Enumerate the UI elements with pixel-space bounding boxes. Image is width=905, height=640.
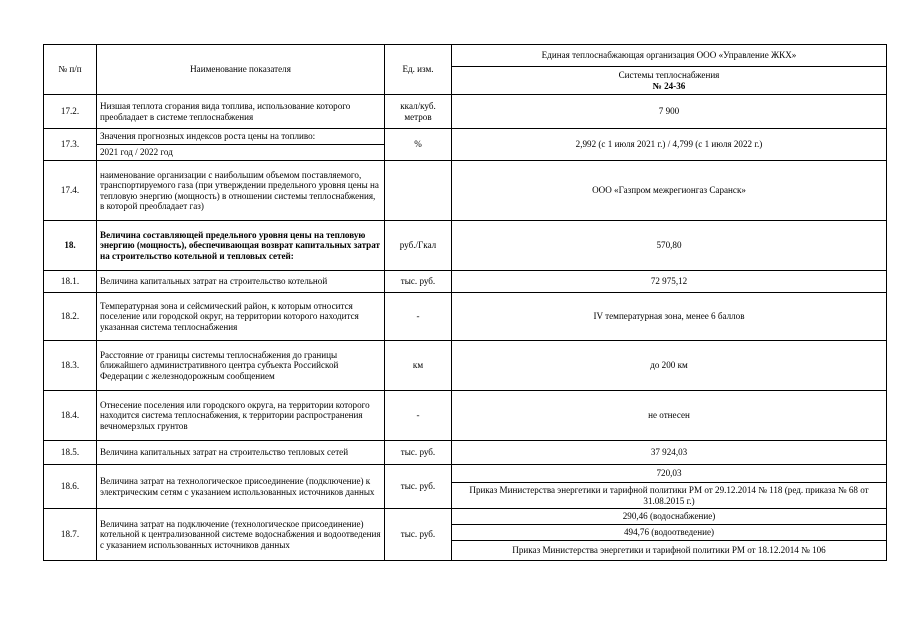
table-row xyxy=(44,293,887,341)
row-value: 72 975,12 xyxy=(452,271,887,293)
row-unit: тыс. руб. xyxy=(385,509,452,561)
row-value: 570,80 xyxy=(452,221,887,271)
row-name: Величина составляющей предельного уровня цены на тепловую энергию (мощность), обеспечивающая возврат капитальных затрат на строительство котельной и тепловых сетей: xyxy=(97,221,385,271)
row-num: 17.3. xyxy=(44,129,97,161)
row-unit: руб./Гкал xyxy=(385,221,452,271)
row-value: 290,46 (водоснабжение) xyxy=(452,509,887,525)
row-unit: тыс. руб. xyxy=(385,441,452,465)
row-num: 18.7. xyxy=(44,509,97,561)
row-unit: ккал/куб. метров xyxy=(385,95,452,129)
row-name: Отнесение поселения или городского округа, на территории которого находится система теплоснабжения, к территории распространения вечномерзлых грунтов xyxy=(97,391,385,441)
row-num: 17.4. xyxy=(44,161,97,221)
row-num: 17.2. xyxy=(44,95,97,129)
row-value: 7 900 xyxy=(452,95,887,129)
row-unit: - xyxy=(385,293,452,341)
row-name-sub: 2021 год / 2022 год xyxy=(97,145,385,161)
row-num: 18.2. xyxy=(44,293,97,341)
row-name: Значения прогнозных индексов роста цены на топливо: xyxy=(97,129,385,145)
row-source: Приказ Министерства энергетики и тарифной политики РМ от 18.12.2014 № 106 xyxy=(452,541,887,561)
header-org: Единая теплоснабжающая организация ООО «Управление ЖКХ» xyxy=(452,45,887,67)
row-unit: тыс. руб. xyxy=(385,465,452,509)
header-unit: Ед. изм. xyxy=(385,45,452,95)
row-name: Температурная зона и сейсмический район, к которым относится поселение или городской округ, на территории которого находится указанная система теплоснабжения xyxy=(97,293,385,341)
header-systems xyxy=(452,67,887,95)
row-value: до 200 км xyxy=(452,341,887,391)
header-num: № п/п xyxy=(44,45,97,95)
row-value: не отнесен xyxy=(452,391,887,441)
table-row xyxy=(44,95,887,129)
row-num: 18.6. xyxy=(44,465,97,509)
row-value: ООО «Газпром межрегионгаз Саранск» xyxy=(452,161,887,221)
table-row xyxy=(44,509,887,525)
row-num: 18.1. xyxy=(44,271,97,293)
row-value: IV температурная зона, менее 6 баллов xyxy=(452,293,887,341)
row-name: Низшая теплота сгорания вида топлива, использование которого преобладает в системе теплоснабжения xyxy=(97,95,385,129)
header-systems-number: № 24-36 xyxy=(652,80,686,91)
row-name: Величина затрат на подключение (технологическое присоединение) котельной к централизованной системе водоснабжения и водоотведения с указанием использованных источников данных xyxy=(97,509,385,561)
table-row xyxy=(44,391,887,441)
row-name: Величина капитальных затрат на строительство тепловых сетей xyxy=(97,441,385,465)
row-unit xyxy=(385,161,452,221)
table-row xyxy=(44,341,887,391)
row-name: Величина капитальных затрат на строительство котельной xyxy=(97,271,385,293)
row-unit: тыс. руб. xyxy=(385,271,452,293)
tariff-table xyxy=(43,44,887,561)
row-num: 18.4. xyxy=(44,391,97,441)
row-unit: - xyxy=(385,391,452,441)
row-value: 720,03 xyxy=(452,465,887,483)
table-row xyxy=(44,441,887,465)
row-value: 494,76 (водоотведение) xyxy=(452,525,887,541)
table-row xyxy=(44,221,887,271)
table-row xyxy=(44,465,887,483)
table-row xyxy=(44,129,887,145)
header-row xyxy=(44,45,887,67)
row-num: 18.3. xyxy=(44,341,97,391)
header-systems-label: Системы теплоснабжения xyxy=(618,70,720,81)
row-num: 18. xyxy=(44,221,97,271)
row-name: Расстояние от границы системы теплоснабжения до границы ближайшего административного центра субъекта Российской Федерации с железнодорожным сообщением xyxy=(97,341,385,391)
row-num: 18.5. xyxy=(44,441,97,465)
row-name: Величина затрат на технологическое присоединение (подключение) к электрическим сетям с указанием использованных источников данных xyxy=(97,465,385,509)
row-unit: % xyxy=(385,129,452,161)
row-value: 37 924,03 xyxy=(452,441,887,465)
row-unit: км xyxy=(385,341,452,391)
header-name: Наименование показателя xyxy=(97,45,385,95)
row-source: Приказ Министерства энергетики и тарифной политики РМ от 29.12.2014 № 118 (ред. приказа № 68 от 31.08.2015 г.) xyxy=(452,483,887,509)
table-row xyxy=(44,161,887,221)
table-row xyxy=(44,271,887,293)
row-name: наименование организации с наибольшим объемом поставляемого, транспортируемого газа (при утверждении предельного уровня цены на тепловую энергию (мощность) в отношении системы теплоснабжения, в которой преобладает газ) xyxy=(97,161,385,221)
row-value: 2,992 (с 1 июля 2021 г.) / 4,799 (с 1 июля 2022 г.) xyxy=(452,129,887,161)
